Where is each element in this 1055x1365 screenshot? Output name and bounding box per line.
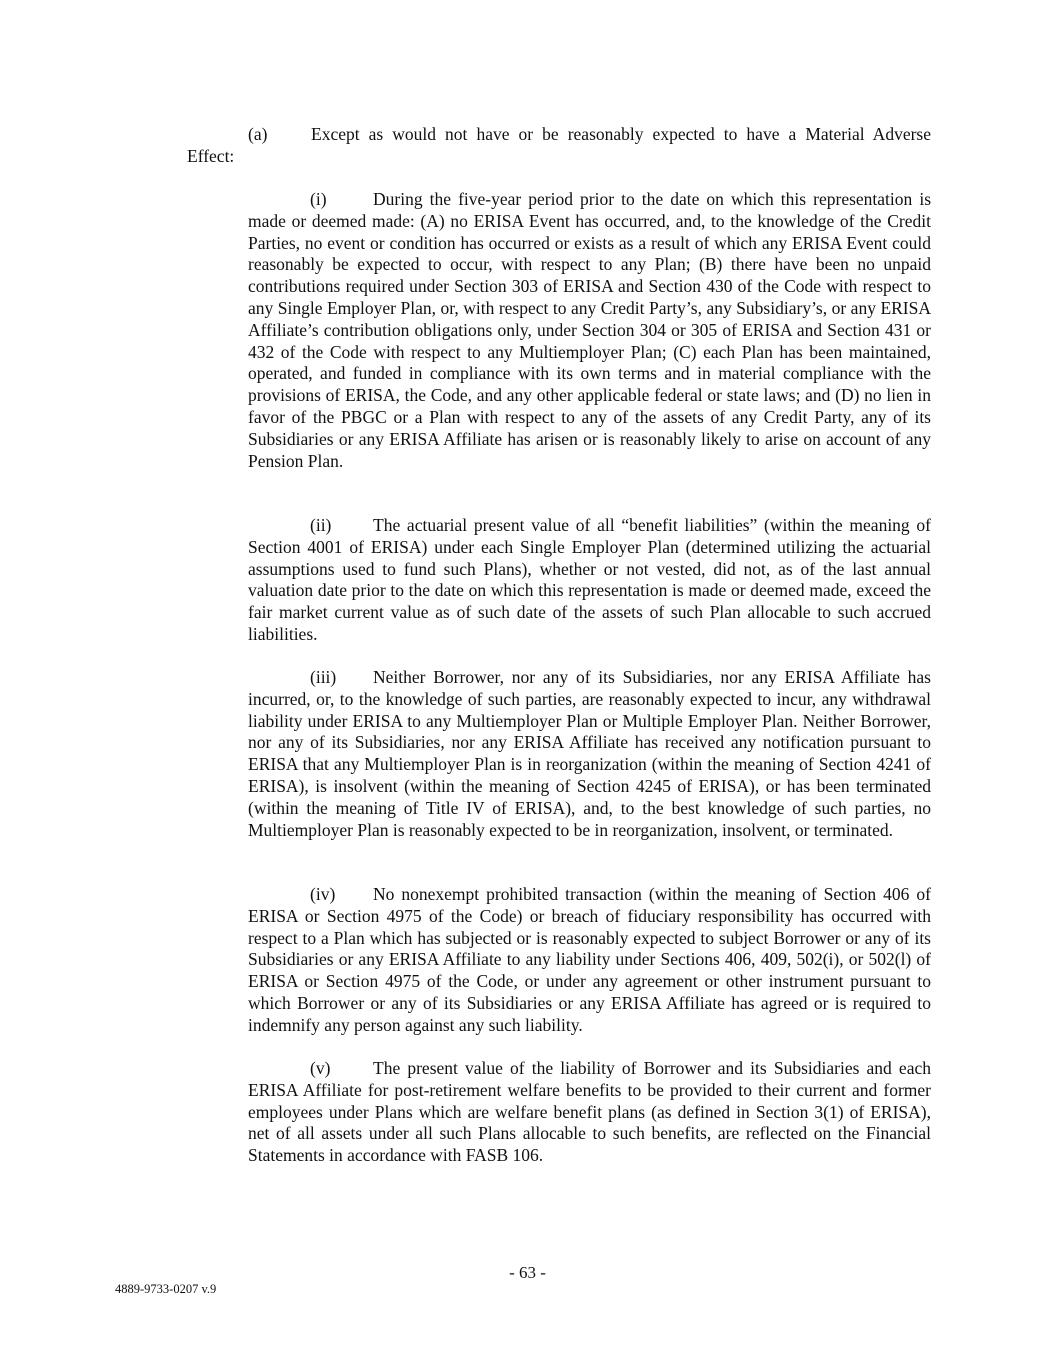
subsection-iii-text: Neither Borrower, nor any of its Subsidiaries, nor any ERISA Affiliate has incurred, or, to the knowledge of such parties, are reasonably expected to incur, any withdrawal liability under ERISA to any Multiemployer Plan or Multiple Employer Plan. Neither Borrower, nor any of its Subsidiaries, nor any ERISA Affiliate has received any notification pursuant to ERISA that any Multiemployer Plan is in reorganization (within the meaning of Section 4241 of ERISA), is insolvent (within the meaning of Section 4245 of ERISA), or has been terminated (within the meaning of Title IV of ERISA), and, to the best knowledge of such parties, no Multiemployer Plan is reasonably expected to be in reorganization, insolvent, or terminated.	[248, 667, 931, 840]
subsection-ii	[248, 515, 931, 646]
subsection-iv	[248, 884, 931, 1037]
paragraph-a	[187, 124, 931, 168]
subsection-iv-label: (iv)	[310, 884, 336, 904]
paragraph-a-label: (a)	[248, 124, 268, 144]
subsection-i	[248, 189, 931, 472]
subsection-iii	[248, 667, 931, 841]
subsection-i-label: (i)	[310, 189, 327, 209]
subsection-ii-text: The actuarial present value of all “benefit liabilities” (within the meaning of Section 4001 of ERISA) under each Single Employer Plan (determined utilizing the actuarial assumptions used to fund such Plans), whether or not vested, did not, as of the last annual valuation date prior to the date on which this representation is made or deemed made, exceed the fair market current value as of such date of the assets of such Plan allocable to such accrued liabilities.	[248, 515, 931, 644]
paragraph-a-first-line	[187, 124, 931, 146]
subsection-iv-text: No nonexempt prohibited transaction (within the meaning of Section 406 of ERISA or Section 4975 of the Code) or breach of fiduciary responsibility has occurred with respect to a Plan which has subjected or is reasonably expected to subject Borrower or any of its Subsidiaries or any ERISA Affiliate to any liability under Sections 406, 409, 502(i), or 502(l) of ERISA or Section 4975 of the Code, or under any agreement or other instrument pursuant to which Borrower or any of its Subsidiaries or any ERISA Affiliate has agreed or is required to indemnify any person against any such liability.	[248, 884, 931, 1035]
page-number: - 63 -	[509, 1263, 546, 1282]
subsection-ii-label: (ii)	[310, 515, 332, 535]
subsection-iii-label: (iii)	[310, 667, 337, 687]
subsection-v-label: (v)	[310, 1058, 331, 1078]
subsection-v	[248, 1058, 931, 1167]
paragraph-a-continuation: Effect:	[187, 145, 235, 166]
paragraph-a-text: Except as would not have or be reasonably expected to have a Material Adverse	[311, 124, 931, 144]
subsection-i-text: During the five-year period prior to the date on which this representation is made or deemed made: (A) no ERISA Event has occurred, and, to the knowledge of the Credit Parties, no event or condition has occurred or exists as a result of which any ERISA Event could reasonably be expected to occur, with respect to any Plan; (B) there have been no unpaid contributions required under Section 303 of ERISA and Section 430 of the Code with respect to any Single Employer Plan, or, with respect to any Credit Party’s, any Subsidiary’s, or any ERISA Affiliate’s contribution obligations only, under Section 304 or 305 of ERISA and Section 431 or 432 of the Code with respect to any Multiemployer Plan; (C) each Plan has been maintained, operated, and funded in compliance with its own terms and in material compliance with the provisions of ERISA, the Code, and any other applicable federal or state laws; and (D) no lien in favor of the PBGC or a Plan with respect to any of the assets of any Credit Party, any of its Subsidiaries or any ERISA Affiliate has arisen or is reasonably likely to arise on account of any Pension Plan.	[248, 189, 931, 471]
document-id: 4889-9733-0207 v.9	[115, 1282, 217, 1296]
subsection-v-text: The present value of the liability of Borrower and its Subsidiaries and each ERISA Affiliate for post-retirement welfare benefits to be provided to their current and former employees under Plans which are welfare benefit plans (as defined in Section 3(1) of ERISA), net of all assets under all such Plans allocable to such benefits, are reflected on the Financial Statements in accordance with FASB 106.	[248, 1058, 931, 1166]
